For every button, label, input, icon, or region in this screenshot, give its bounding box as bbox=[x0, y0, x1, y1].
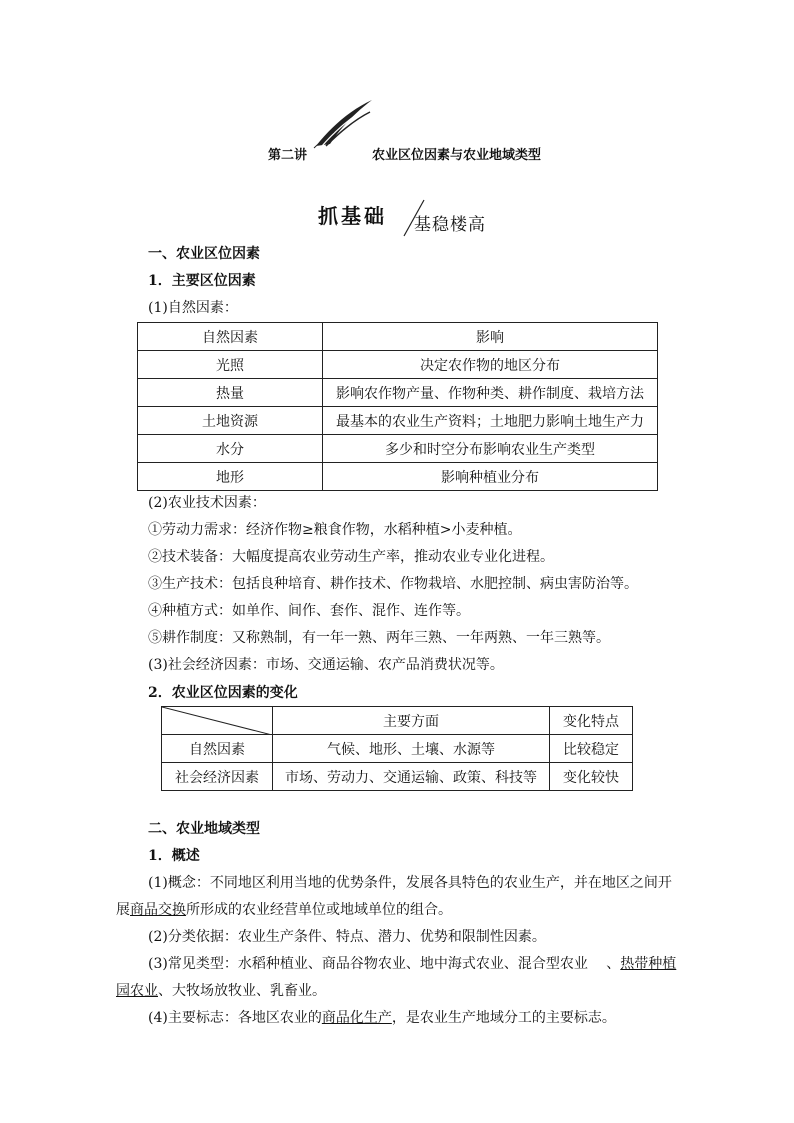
types-suffix: 、大牧场放牧业、乳畜业。 bbox=[158, 983, 326, 999]
types-text: (3)常见类型：水稻种植业、商品谷物农业、地中海式农业、混合型农业 bbox=[148, 956, 607, 972]
table-cell: 自然因素 bbox=[162, 735, 273, 763]
natural-factors-table bbox=[137, 322, 658, 491]
tech-item: ②技术装备：大幅度提高农业劳动生产率，推动农业专业化进程。 bbox=[148, 549, 554, 565]
tech-item: ④种植方式：如单作、间作、套作、混作、连作等。 bbox=[148, 603, 470, 619]
swoosh-logo bbox=[312, 98, 374, 150]
banner-sub-text: 基稳楼高 bbox=[414, 215, 486, 235]
section1-heading: 一、农业区位因素 bbox=[148, 246, 260, 262]
table-cell: 变化较快 bbox=[550, 763, 633, 791]
tech-factors-label: (2)农业技术因素： bbox=[148, 495, 266, 511]
section1-sub2: 2．农业区位因素的变化 bbox=[148, 685, 298, 701]
concept-line-1: (1)概念：不同地区利用当地的优势条件，发展各具特色的农业生产，并在地区之间开 bbox=[148, 875, 672, 891]
types-underlined-continuation: 园农业 bbox=[116, 983, 158, 999]
diagonal-line bbox=[162, 707, 272, 735]
section-banner bbox=[318, 198, 508, 238]
table-row bbox=[138, 463, 658, 491]
mark-suffix: ，是农业生产地域分工的主要标志。 bbox=[391, 1010, 616, 1026]
banner-main-text: 抓基础 bbox=[318, 204, 387, 228]
table-header-cell: 主要方面 bbox=[273, 707, 550, 735]
section2-heading: 二、农业地域类型 bbox=[148, 821, 260, 837]
diagonal-header-cell bbox=[162, 707, 273, 735]
main-mark-line bbox=[148, 1007, 616, 1027]
table-row bbox=[138, 407, 658, 435]
table-cell: 多少和时空分布影响农业生产类型 bbox=[323, 435, 658, 463]
table-header-row bbox=[162, 707, 633, 735]
mark-underlined-term: 商品化生产 bbox=[321, 1010, 392, 1026]
section2-sub1: 1．概述 bbox=[148, 848, 200, 864]
classification-basis: (2)分类依据：农业生产条件、特点、潜力、优势和限制性因素。 bbox=[148, 929, 546, 945]
table-cell: 影响农作物产量、作物种类、耕作制度、栽培方法 bbox=[323, 379, 658, 407]
types-line-2 bbox=[116, 980, 326, 1000]
table-cell: 光照 bbox=[138, 351, 323, 379]
table-cell: 水分 bbox=[138, 435, 323, 463]
table-header-cell: 影响 bbox=[323, 323, 658, 351]
concept-prefix: 展 bbox=[116, 902, 130, 918]
tech-item: ⑤耕作制度：又称熟制，有一年一熟、两年三熟、一年两熟、一年三熟等。 bbox=[148, 630, 610, 646]
table-cell: 影响种植业分布 bbox=[323, 463, 658, 491]
natural-factors-label: (1)自然因素： bbox=[148, 300, 238, 316]
section1-sub1: 1．主要区位因素 bbox=[148, 273, 256, 289]
table-row bbox=[162, 763, 633, 791]
page-title: 农业区位因素与农业地域类型 bbox=[372, 148, 542, 163]
table-cell: 土地资源 bbox=[138, 407, 323, 435]
lecture-number: 第二讲 bbox=[268, 148, 308, 163]
table-cell: 最基本的农业生产资料；土地肥力影响土地生产力 bbox=[323, 407, 658, 435]
table-cell: 热量 bbox=[138, 379, 323, 407]
table-cell: 社会经济因素 bbox=[162, 763, 273, 791]
social-factors-line: (3)社会经济因素：市场、交通运输、农产品消费状况等。 bbox=[148, 657, 504, 673]
concept-suffix: 所形成的农业经营单位或地域单位的组合。 bbox=[186, 902, 452, 918]
types-separator: 、 bbox=[606, 956, 621, 972]
concept-underlined-term: 商品交换 bbox=[130, 902, 186, 918]
table-header-cell: 自然因素 bbox=[138, 323, 323, 351]
table-cell: 市场、劳动力、交通运输、政策、科技等 bbox=[273, 763, 550, 791]
table-header-cell: 变化特点 bbox=[550, 707, 633, 735]
table-row bbox=[138, 379, 658, 407]
tech-item: ③生产技术：包括良种培育、耕作技术、作物栽培、水肥控制、病虫害防治等。 bbox=[148, 576, 638, 592]
table-header-row bbox=[138, 323, 658, 351]
table-row bbox=[138, 435, 658, 463]
types-underlined-term: 热带种植 bbox=[620, 956, 677, 972]
table-cell: 比较稳定 bbox=[550, 735, 633, 763]
types-line-1 bbox=[148, 953, 676, 973]
concept-line-2 bbox=[116, 899, 452, 919]
table-cell: 决定农作物的地区分布 bbox=[323, 351, 658, 379]
factor-change-table bbox=[161, 706, 633, 791]
mark-prefix: (4)主要标志：各地区农业的 bbox=[148, 1010, 322, 1026]
table-cell: 地形 bbox=[138, 463, 323, 491]
table-row bbox=[162, 735, 633, 763]
table-row bbox=[138, 351, 658, 379]
table-cell: 气候、地形、土壤、水源等 bbox=[273, 735, 550, 763]
tech-item: ①劳动力需求：经济作物≥粮食作物，水稻种植>小麦种植。 bbox=[148, 522, 522, 538]
